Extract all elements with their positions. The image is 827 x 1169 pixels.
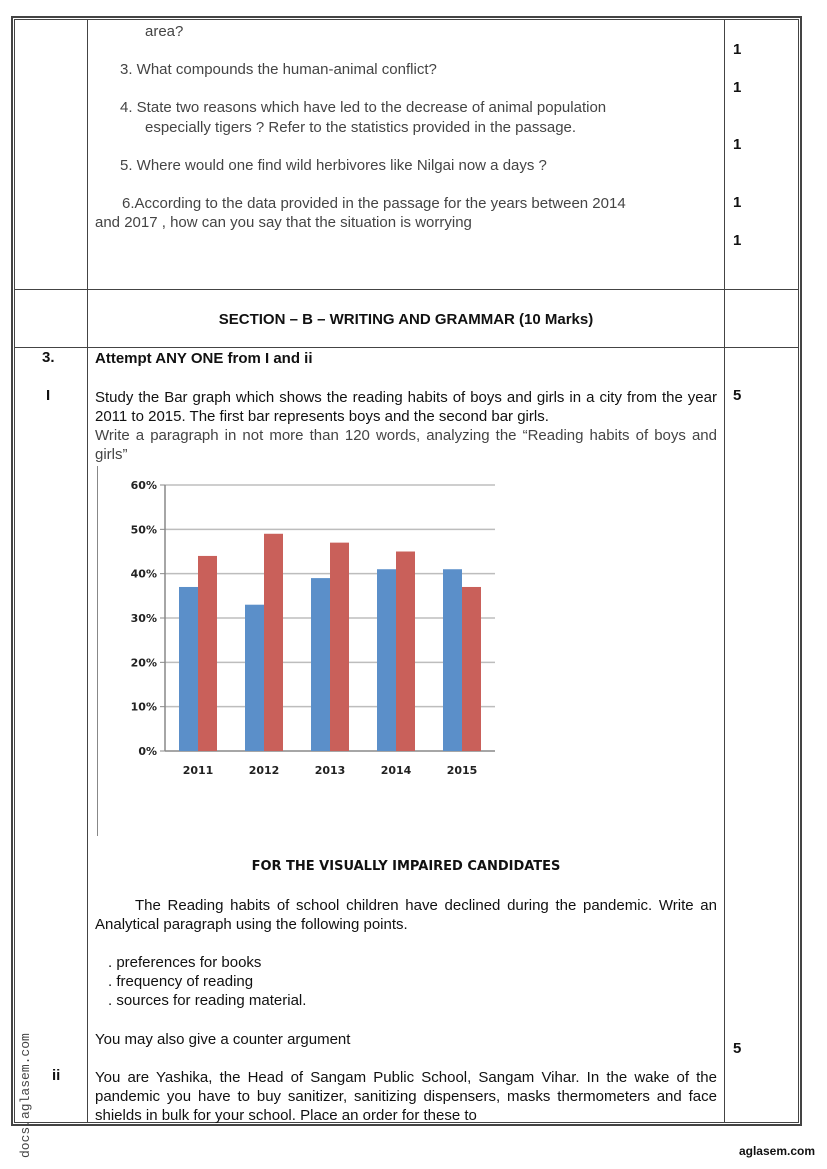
bar — [264, 534, 283, 751]
part-ii-mark: 5 — [733, 1040, 742, 1057]
x-tick-label: 2011 — [182, 764, 214, 777]
question-3: 3. What compounds the human-animal conflict? — [120, 61, 437, 78]
vi-text: The Reading habits of school children have declined during the pandemic. Write an Analytical paragraph using the following points. — [95, 897, 717, 933]
part-i-mark: 5 — [733, 387, 742, 404]
vi-point: . preferences for books — [108, 954, 262, 971]
y-tick-label: 40% — [130, 567, 157, 581]
x-tick-label: 2012 — [248, 764, 280, 777]
question-6-line1: 6.According to the data provided in the passage for the years between 2014 — [122, 195, 626, 212]
question-6-line2: and 2017 , how can you say that the situation is worrying — [95, 214, 472, 231]
column-divider-left — [87, 19, 88, 1123]
vi-point: . frequency of reading — [108, 973, 254, 990]
part-ii-text: You are Yashika, the Head of Sangam Public School, Sangam Vihar. In the wake of the pandemic you have to buy sanitizer, sanitizing dispensers, masks thermometers and face shields in bulk for your school. Place an order for these to — [95, 1069, 717, 1124]
part-i-text: Study the Bar graph which shows the reading habits of boys and girls in a city from the year 2011 to 2015. The first bar represents boys and the second bar girls. — [95, 389, 717, 425]
y-tick-label: 10% — [130, 700, 157, 714]
y-tick-label: 60% — [130, 479, 157, 492]
mark: 1 — [733, 136, 742, 153]
bar — [377, 569, 396, 751]
row-divider — [14, 347, 799, 348]
y-tick-label: 0% — [138, 745, 157, 758]
bar — [198, 556, 217, 751]
mark: 1 — [733, 79, 742, 96]
part-label-ii: ii — [52, 1067, 61, 1084]
section-heading: SECTION – B – WRITING AND GRAMMAR (10 Marks) — [218, 311, 594, 328]
watermark-text: docs.aglasem.com — [18, 1033, 33, 1158]
bar — [462, 587, 481, 751]
bar — [396, 552, 415, 752]
mark: 1 — [733, 41, 742, 58]
x-tick-label: 2013 — [314, 764, 346, 777]
bar — [443, 569, 462, 751]
question-instruction: Attempt ANY ONE from I and ii — [95, 350, 313, 367]
vi-point: . sources for reading material. — [108, 992, 307, 1009]
question-number: 3. — [42, 349, 55, 366]
y-tick-label: 30% — [130, 612, 157, 625]
column-divider-right — [724, 19, 725, 1123]
part-label-i: I — [46, 387, 51, 404]
question-4-line2: especially tigers ? Refer to the statistics provided in the passage. — [145, 119, 577, 136]
bar — [245, 605, 264, 751]
y-tick-label: 20% — [130, 656, 157, 670]
footer-site: aglasem.com — [738, 1144, 815, 1158]
mark: 1 — [733, 232, 742, 249]
bar — [311, 578, 330, 751]
bar — [330, 543, 349, 751]
row-divider — [14, 289, 799, 290]
x-tick-label: 2015 — [446, 764, 478, 777]
bar-chart — [110, 470, 510, 790]
x-tick-label: 2014 — [380, 764, 412, 777]
part-i-task: Write a paragraph in not more than 120 words, analyzing the “Reading habits of boys and girls” — [95, 427, 717, 463]
mark: 1 — [733, 194, 742, 211]
watermark — [10, 1000, 34, 1158]
question-5: 5. Where would one find wild herbivores like Nilgai now a days ? — [120, 157, 547, 174]
vi-heading: FOR THE VISUALLY IMPAIRED CANDIDATES — [251, 859, 561, 874]
question-4-line1: 4. State two reasons which have led to the decrease of animal population — [120, 99, 607, 116]
y-tick-label: 50% — [130, 523, 157, 537]
counter-argument: You may also give a counter argument — [95, 1031, 351, 1048]
bar — [179, 587, 198, 751]
question-2-tail: area? — [145, 23, 184, 40]
